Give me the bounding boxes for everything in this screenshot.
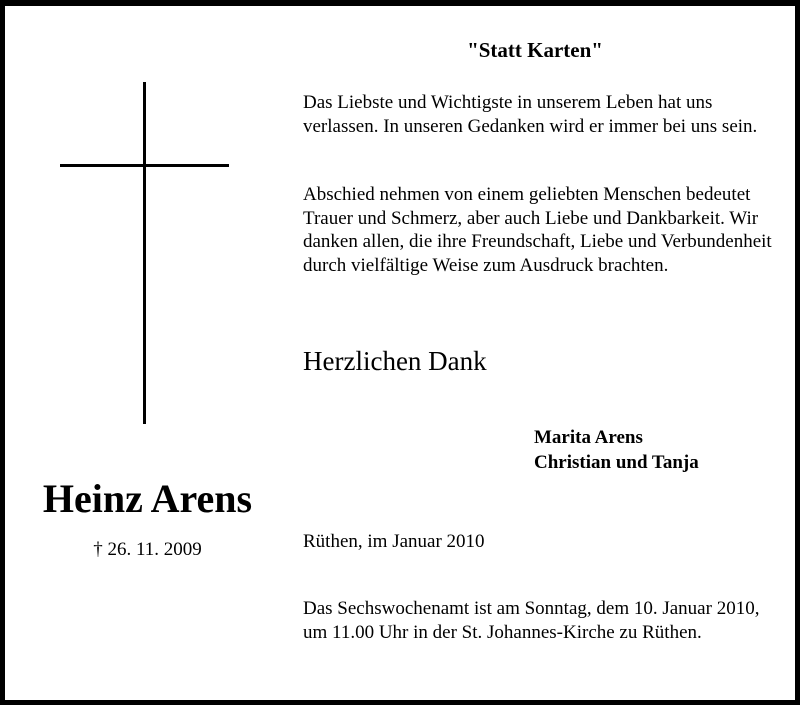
paragraph-loss: Das Liebste und Wichtigste in unserem Leben hat uns verlassen. In unseren Gedanken wird er immer bei uns sein. xyxy=(303,92,758,137)
paragraph-mass-announcement: Das Sechswochenamt ist am Sonntag, dem 10. Januar 2010, um 11.00 Uhr in der St. Johannes-Kirche zu Rüthen. xyxy=(303,598,760,643)
cross-horizontal-beam xyxy=(60,164,229,167)
notice-heading: "Statt Karten" xyxy=(467,38,603,62)
deceased-name: Heinz Arens xyxy=(42,476,253,521)
signer-name: Christian und Tanja xyxy=(534,452,699,473)
signer-name: Marita Arens xyxy=(534,427,643,448)
cross-vertical-beam xyxy=(143,82,146,424)
thanks-line: Herzlichen Dank xyxy=(303,346,487,376)
signers-block xyxy=(534,425,699,475)
paragraph-gratitude: Abschied nehmen von einem geliebten Menschen bedeutet Trauer und Schmerz, aber auch Liebe und Dankbarkeit. Wir danken allen, die ihre Freundschaft, Liebe und Verbundenheit durch vielfältige Weise zum Ausdruck brachten. xyxy=(303,184,772,276)
place-and-date: Rüthen, im Januar 2010 xyxy=(303,531,485,552)
death-date: † 26. 11. 2009 xyxy=(93,539,202,560)
